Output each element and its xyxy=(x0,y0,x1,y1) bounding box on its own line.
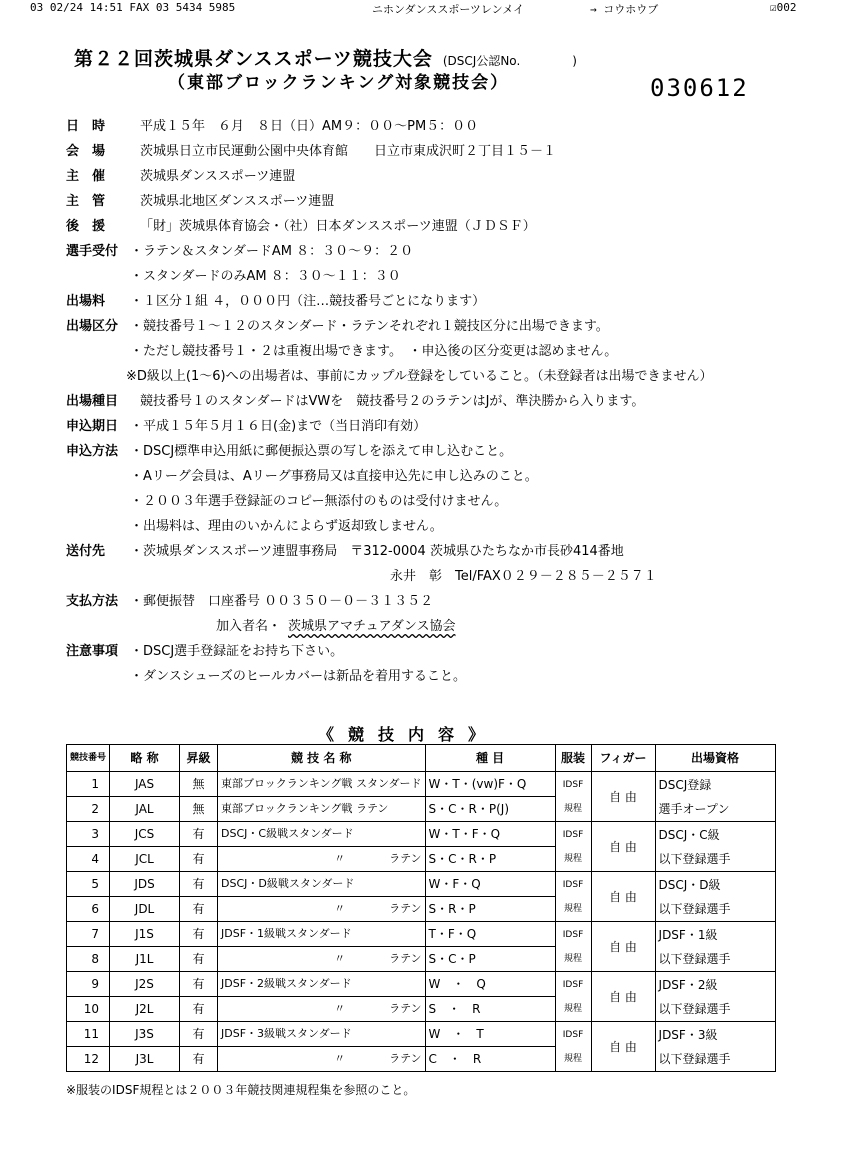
table-header xyxy=(67,745,776,772)
event-info xyxy=(66,114,826,689)
manage-value: 茨城県北地区ダンススポーツ連盟 xyxy=(140,194,335,209)
notes-line-1: ・DSCJ選手登録証をお持ち下さい。 xyxy=(130,644,344,659)
method-line-4: ・出場料は、理由のいかんによらず返却致しません。 xyxy=(130,519,443,534)
row-name: JDSF・1級戦スタンダード xyxy=(218,922,426,947)
document-number: 030612 xyxy=(650,74,749,102)
header-promo: 昇級 xyxy=(180,745,218,772)
fax-header xyxy=(0,0,864,16)
row-figure: 自 由 xyxy=(591,972,655,1022)
row-code: JDL xyxy=(110,897,180,922)
method-label: 申込方法 xyxy=(66,444,119,459)
qual-line-2: 以下登録選手 xyxy=(658,1001,731,1016)
fax-page-number: ☑002 xyxy=(770,1,797,14)
division-line-1: ・競技番号１〜１２のスタンダード・ラテンそれぞれ１競技区分に出場できます。 xyxy=(130,319,609,334)
row-promo: 無 xyxy=(180,797,218,822)
qual-line-1: DSCJ・D級 xyxy=(658,877,721,892)
row-code: JCL xyxy=(110,847,180,872)
reception-line-1: ・ラテン＆スタンダードAM ８：３０〜９：２０ xyxy=(130,244,414,259)
row-figure: 自 由 xyxy=(591,772,655,822)
payee-label: 加入者名・ xyxy=(216,619,282,634)
table-body xyxy=(67,772,776,1072)
row-no: 4 xyxy=(67,847,110,872)
competition-table xyxy=(66,744,776,1072)
info-method xyxy=(66,439,826,464)
notes-line-2: ・ダンスシューズのヒールカバーは新品を着用すること。 xyxy=(130,669,467,684)
table-row xyxy=(67,772,776,797)
row-events: S・R・P xyxy=(425,897,555,922)
row-promo: 有 xyxy=(180,972,218,997)
row-code: J3L xyxy=(110,1047,180,1072)
row-promo: 有 xyxy=(180,1022,218,1047)
info-division-cont-1 xyxy=(66,339,826,364)
info-division xyxy=(66,314,826,339)
header-dress: 服装 xyxy=(555,745,591,772)
row-events: S・C・P xyxy=(425,947,555,972)
table-row xyxy=(67,1022,776,1047)
dress-line-2: 規程 xyxy=(564,803,583,814)
fax-recipient: → コウホウブ xyxy=(590,3,659,16)
date-label: 日 時 xyxy=(66,119,106,134)
info-payee xyxy=(66,614,826,639)
row-name: 東部ブロックランキング戦 スタンダード xyxy=(218,772,426,797)
support-label: 後 援 xyxy=(66,219,106,234)
fax-datetime: 03 02/24 14:51 FAX 03 5434 5985 xyxy=(30,1,236,14)
row-promo: 有 xyxy=(180,922,218,947)
row-events: W ・ Q xyxy=(425,972,555,997)
dress-line-1: IDSF xyxy=(562,829,584,840)
header-no: 競技番号 xyxy=(67,745,110,772)
row-promo: 無 xyxy=(180,772,218,797)
qual-line-2: 選手オープン xyxy=(658,801,730,816)
info-manage xyxy=(66,189,826,214)
header-figure: フィガー xyxy=(591,745,655,772)
reception-line-2: ・スタンダードのみAM ８：３０〜１１：３０ xyxy=(130,269,401,284)
row-name: JDSF・2級戦スタンダード xyxy=(218,972,426,997)
row-promo: 有 xyxy=(180,897,218,922)
notes-label: 注意事項 xyxy=(66,644,119,659)
row-events: T・F・Q xyxy=(425,922,555,947)
row-figure: 自 由 xyxy=(591,872,655,922)
dress-line-1: IDSF xyxy=(562,879,584,890)
info-event xyxy=(66,389,826,414)
dress-line-2: 規程 xyxy=(564,853,583,864)
row-promo: 有 xyxy=(180,872,218,897)
row-events: S・C・R・P xyxy=(425,847,555,872)
row-code: JAL xyxy=(110,797,180,822)
dress-line-2: 規程 xyxy=(564,903,583,914)
dress-line-1: IDSF xyxy=(562,929,584,940)
division-line-2: ・ただし競技番号１・２は重複出場できます。 ・申込後の区分変更は認めません。 xyxy=(130,344,618,359)
method-line-3: ・２００３年選手登録証のコピー無添付のものは受付けません。 xyxy=(130,494,508,509)
row-name: JDSF・3級戦スタンダード xyxy=(218,1022,426,1047)
info-method-cont-1 xyxy=(66,464,826,489)
row-events: W ・ T xyxy=(425,1022,555,1047)
host-label: 主 催 xyxy=(66,169,106,184)
row-events: W・T・(vw)F・Q xyxy=(425,772,555,797)
qual-line-1: JDSF・1級 xyxy=(658,927,718,942)
division-line-3: ※D級以上(1〜6)への出場者は、事前にカップル登録をしていること。（未登録者は出場できません） xyxy=(126,369,713,384)
row-code: JDS xyxy=(110,872,180,897)
qual-line-1: DSCJ・C級 xyxy=(658,827,720,842)
info-reception-cont xyxy=(66,264,826,289)
host-value: 茨城県ダンススポーツ連盟 xyxy=(140,169,296,184)
info-reception xyxy=(66,239,826,264)
row-code: J1S xyxy=(110,922,180,947)
dress-line-2: 規程 xyxy=(564,953,583,964)
row-no: 3 xyxy=(67,822,110,847)
header-events: 種 目 xyxy=(425,745,555,772)
qual-line-1: JDSF・2級 xyxy=(658,977,718,992)
payment-value: ・郵便振替 口座番号 ００３５０－０－３１３５２ xyxy=(130,594,434,609)
info-notes xyxy=(66,639,826,664)
info-support xyxy=(66,214,826,239)
qual-line-2: 以下登録選手 xyxy=(658,951,731,966)
info-payment xyxy=(66,589,826,614)
dress-line-1: IDSF xyxy=(562,979,584,990)
row-code: J3S xyxy=(110,1022,180,1047)
row-qualification xyxy=(655,822,775,872)
event-label: 出場種目 xyxy=(66,394,119,409)
row-code: J1L xyxy=(110,947,180,972)
row-dress xyxy=(555,922,591,972)
row-no: 10 xyxy=(67,997,110,1022)
table-row xyxy=(67,872,776,897)
division-label: 出場区分 xyxy=(66,319,119,334)
row-no: 9 xyxy=(67,972,110,997)
send-value: ・茨城県ダンススポーツ連盟事務局 〒312-0004 茨城県ひたちなか市長砂414番地 xyxy=(130,544,624,559)
row-name: DSCJ・D級戦スタンダード xyxy=(218,872,426,897)
support-value: 「財」茨城県体育協会・（社）日本ダンススポーツ連盟（ＪＤＳＦ） xyxy=(140,219,536,234)
method-line-2: ・Aリーグ会員は、Aリーグ事務局又は直接申込先に申し込みのこと。 xyxy=(130,469,538,484)
document-title xyxy=(74,44,578,71)
row-figure: 自 由 xyxy=(591,1022,655,1072)
event-value: 競技番号１のスタンダードはVWを 競技番号２のラテンはJが、準決勝から入ります。 xyxy=(140,394,645,409)
method-line-1: ・DSCJ標準申込用紙に郵便振込票の写しを添えて申し込むこと。 xyxy=(130,444,513,459)
row-figure: 自 由 xyxy=(591,822,655,872)
dress-line-1: IDSF xyxy=(562,779,584,790)
dress-line-1: IDSF xyxy=(562,1029,584,1040)
row-code: JCS xyxy=(110,822,180,847)
dress-line-2: 規程 xyxy=(564,1053,583,1064)
row-no: 2 xyxy=(67,797,110,822)
send-contact: 永井 彰 Tel/FAX０２９－２８５－２５７１ xyxy=(390,569,657,584)
row-no: 6 xyxy=(67,897,110,922)
row-no: 5 xyxy=(67,872,110,897)
row-no: 11 xyxy=(67,1022,110,1047)
row-name: 〃 ラテン xyxy=(218,997,426,1022)
row-qualification xyxy=(655,772,775,822)
row-dress xyxy=(555,1022,591,1072)
dscj-approval-close: ) xyxy=(572,54,578,68)
manage-label: 主 管 xyxy=(66,194,106,209)
row-qualification xyxy=(655,872,775,922)
row-dress xyxy=(555,872,591,922)
table-row xyxy=(67,922,776,947)
fax-sender: ニホンダンススポーツレンメイ xyxy=(372,3,525,16)
competition-section-heading: 《競技内容》 xyxy=(318,725,499,744)
row-no: 8 xyxy=(67,947,110,972)
row-events: W・F・Q xyxy=(425,872,555,897)
payment-label: 支払方法 xyxy=(66,594,119,609)
row-promo: 有 xyxy=(180,997,218,1022)
header-code: 略 称 xyxy=(110,745,180,772)
info-venue xyxy=(66,139,826,164)
venue-value: 茨城県日立市民運動公園中央体育館 日立市東成沢町２丁目１５－１ xyxy=(140,144,557,159)
title-main: 第２２回茨城県ダンススポーツ競技大会 xyxy=(74,48,433,70)
row-name: DSCJ・C級戦スタンダード xyxy=(218,822,426,847)
qual-line-1: DSCJ登録 xyxy=(658,777,712,792)
qual-line-2: 以下登録選手 xyxy=(658,851,731,866)
row-dress xyxy=(555,772,591,822)
row-qualification xyxy=(655,1022,775,1072)
row-promo: 有 xyxy=(180,847,218,872)
row-name: 〃 ラテン xyxy=(218,947,426,972)
row-figure: 自 由 xyxy=(591,922,655,972)
row-name: 〃 ラテン xyxy=(218,897,426,922)
date-value: 平成１５年 ６月 ８日（日）AM９：００〜PM５：００ xyxy=(140,119,479,134)
info-method-cont-3 xyxy=(66,514,826,539)
info-division-cont-2 xyxy=(66,364,826,389)
info-send-cont xyxy=(66,564,826,589)
row-no: 1 xyxy=(67,772,110,797)
qual-line-2: 以下登録選手 xyxy=(658,1051,731,1066)
row-promo: 有 xyxy=(180,822,218,847)
row-name: 東部ブロックランキング戦 ラテン xyxy=(218,797,426,822)
row-events: C ・ R xyxy=(425,1047,555,1072)
row-no: 12 xyxy=(67,1047,110,1072)
row-code: JAS xyxy=(110,772,180,797)
info-method-cont-2 xyxy=(66,489,826,514)
info-deadline xyxy=(66,414,826,439)
qual-line-2: 以下登録選手 xyxy=(658,901,731,916)
deadline-value: ・平成１５年５月１６日(金)まで（当日消印有効） xyxy=(130,419,427,434)
row-name: 〃 ラテン xyxy=(218,847,426,872)
venue-label: 会 場 xyxy=(66,144,106,159)
row-qualification xyxy=(655,972,775,1022)
dscj-approval-label: (DSCJ公認No. xyxy=(442,54,521,68)
row-events: W・T・F・Q xyxy=(425,822,555,847)
info-host xyxy=(66,164,826,189)
header-name: 競 技 名 称 xyxy=(218,745,426,772)
row-dress xyxy=(555,822,591,872)
row-code: J2S xyxy=(110,972,180,997)
deadline-label: 申込期日 xyxy=(66,419,119,434)
table-footnote: ※服装のIDSF規程とは２００３年競技関連規程集を参照のこと。 xyxy=(66,1083,416,1097)
info-notes-cont xyxy=(66,664,826,689)
table-row xyxy=(67,822,776,847)
info-date xyxy=(66,114,826,139)
fee-value: ・１区分１組 ４，０００円（注…競技番号ごとになります） xyxy=(130,294,486,309)
send-label: 送付先 xyxy=(66,544,106,559)
document-subtitle: （東部ブロックランキング対象競技会） xyxy=(168,73,510,93)
dress-line-2: 規程 xyxy=(564,1003,583,1014)
row-events: S ・ R xyxy=(425,997,555,1022)
info-fee xyxy=(66,289,826,314)
reception-label: 選手受付 xyxy=(66,244,119,259)
info-send xyxy=(66,539,826,564)
row-promo: 有 xyxy=(180,947,218,972)
row-no: 7 xyxy=(67,922,110,947)
payee-value: 茨城県アマチュアダンス協会 xyxy=(288,619,456,634)
row-name: 〃 ラテン xyxy=(218,1047,426,1072)
fee-label: 出場料 xyxy=(66,294,106,309)
row-qualification xyxy=(655,922,775,972)
row-code: J2L xyxy=(110,997,180,1022)
table-row xyxy=(67,972,776,997)
header-qualification: 出場資格 xyxy=(655,745,775,772)
qual-line-1: JDSF・3級 xyxy=(658,1027,718,1042)
row-dress xyxy=(555,972,591,1022)
row-promo: 有 xyxy=(180,1047,218,1072)
row-events: S・C・R・P(J) xyxy=(425,797,555,822)
